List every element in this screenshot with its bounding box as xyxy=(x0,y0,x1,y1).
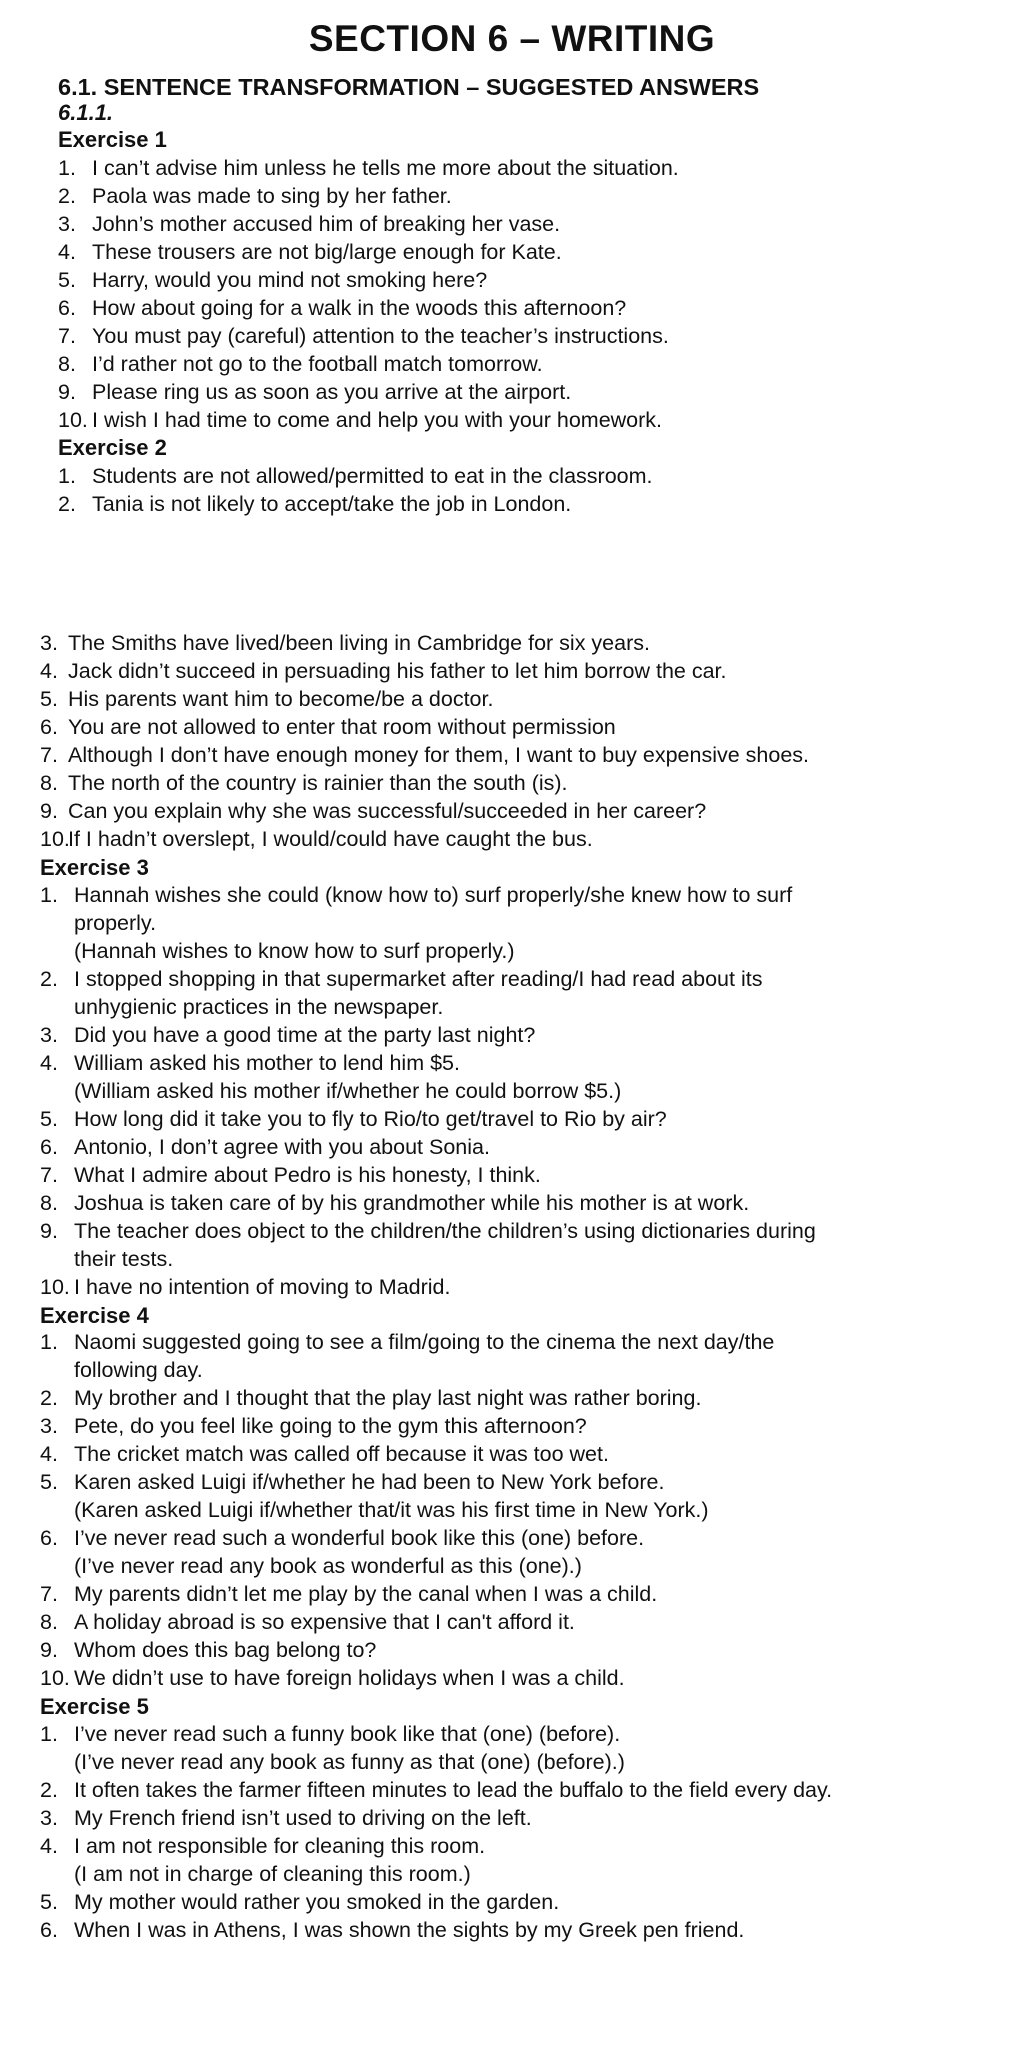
item-text xyxy=(74,1777,980,1805)
exercise-3-list xyxy=(40,882,980,1302)
item-text xyxy=(74,966,980,1022)
answer-item xyxy=(40,1637,980,1665)
item-text-line: If I hadn’t overslept, I would/could have caught the bus. xyxy=(68,827,593,851)
item-text xyxy=(74,1050,980,1106)
item-text-line: Whom does this bag belong to? xyxy=(74,1638,377,1663)
item-text-line: Karen asked Luigi if/whether he had been to New York before. xyxy=(74,1470,665,1495)
item-text-line: unhygienic practices in the newspaper. xyxy=(74,994,444,1019)
item-text xyxy=(74,1665,980,1693)
item-text-line: (I’ve never read any book as funny as that (one) (before).) xyxy=(74,1749,625,1774)
item-number: 3. xyxy=(40,1022,58,1047)
item-text-line: His parents want him to become/be a doctor. xyxy=(68,687,494,711)
item-text-line: John’s mother accused him of breaking her vase. xyxy=(92,212,561,236)
item-text-line: Can you explain why she was successful/succeeded in her career? xyxy=(68,799,707,823)
item-text xyxy=(68,742,980,770)
item-number: 4. xyxy=(58,240,76,264)
answer-item xyxy=(40,658,980,686)
item-text xyxy=(92,238,958,266)
answer-item xyxy=(58,406,958,434)
exercise-5-title: Exercise 5 xyxy=(40,1694,149,1720)
upper-block xyxy=(58,126,958,518)
item-number: 3. xyxy=(40,1805,58,1830)
answer-item xyxy=(40,1581,980,1609)
item-number: 10. xyxy=(58,408,88,432)
item-number: 4. xyxy=(40,1442,58,1467)
exercise-2-title: Exercise 2 xyxy=(58,435,167,460)
item-text xyxy=(74,1721,980,1777)
answer-item xyxy=(40,1777,980,1805)
answer-item xyxy=(40,1917,980,1945)
answer-item xyxy=(40,1134,980,1162)
item-text xyxy=(92,350,958,378)
item-text-line: Please ring us as soon as you arrive at the airport. xyxy=(92,380,572,404)
exercise-2-list-top xyxy=(58,462,958,518)
item-text xyxy=(68,770,980,798)
answer-item xyxy=(58,238,958,266)
item-number: 6. xyxy=(40,715,58,739)
exercise-2-list-bottom xyxy=(40,630,980,854)
item-number: 7. xyxy=(40,1162,58,1187)
exercise-1-list xyxy=(58,154,958,434)
item-number: 7. xyxy=(40,743,58,767)
item-text xyxy=(68,658,980,686)
item-text xyxy=(74,1833,980,1889)
item-number: 10. xyxy=(40,1666,70,1691)
answer-item xyxy=(40,742,980,770)
answer-item xyxy=(40,1721,980,1777)
exercise-3-title: Exercise 3 xyxy=(40,855,149,880)
answer-item xyxy=(40,882,980,966)
answer-item xyxy=(40,1385,980,1413)
item-text-line: My mother would rather you smoked in the garden. xyxy=(74,1889,560,1914)
item-text-line: properly. xyxy=(74,910,157,935)
section-title: SECTION 6 – WRITING xyxy=(308,18,716,59)
answer-item xyxy=(58,462,958,490)
item-number: 2. xyxy=(58,184,76,208)
item-text-line: These trousers are not big/large enough for Kate. xyxy=(92,240,562,264)
item-text-line: Tania is not likely to accept/take the job in London. xyxy=(92,492,572,516)
item-text-line: A holiday abroad is so expensive that I can't afford it. xyxy=(74,1610,575,1635)
item-text xyxy=(74,1134,980,1162)
item-text xyxy=(68,826,980,854)
subsubsection-number: 6.1.1. xyxy=(58,100,114,125)
answer-item xyxy=(40,1889,980,1917)
item-number: 8. xyxy=(40,771,58,795)
item-text-line: We didn’t use to have foreign holidays when I was a child. xyxy=(74,1666,625,1691)
answer-item xyxy=(40,714,980,742)
item-text-line: Students are not allowed/permitted to eat in the classroom. xyxy=(92,464,653,488)
item-text-line: Did you have a good time at the party last night? xyxy=(74,1022,536,1047)
answer-item xyxy=(40,1106,980,1134)
item-text-line: Joshua is taken care of by his grandmother while his mother is at work. xyxy=(74,1190,750,1215)
item-number: 8. xyxy=(40,1610,58,1635)
item-text-line: When I was in Athens, I was shown the sights by my Greek pen friend. xyxy=(74,1917,745,1942)
item-number: 9. xyxy=(40,1218,58,1243)
item-text-line: Although I don’t have enough money for them, I want to buy expensive shoes. xyxy=(68,743,810,767)
answer-item xyxy=(40,1050,980,1106)
item-text-line: (I’ve never read any book as wonderful as this (one).) xyxy=(74,1554,582,1579)
item-text xyxy=(74,1609,980,1637)
item-number: 2. xyxy=(40,1777,58,1802)
item-text xyxy=(74,1329,980,1385)
item-text xyxy=(68,630,980,658)
item-text xyxy=(92,210,958,238)
item-number: 1. xyxy=(40,882,58,907)
exercise-5-list xyxy=(40,1721,980,1945)
item-number: 3. xyxy=(40,1414,58,1439)
answer-item xyxy=(40,1413,980,1441)
item-number: 3. xyxy=(40,631,58,655)
item-number: 9. xyxy=(40,799,58,823)
item-number: 5. xyxy=(40,1889,58,1914)
item-text-line: I can’t advise him unless he tells me more about the situation. xyxy=(92,156,679,180)
item-text xyxy=(74,1106,980,1134)
item-text-line: The Smiths have lived/been living in Cambridge for six years. xyxy=(68,631,650,655)
item-text-line: (William asked his mother if/whether he could borrow $5.) xyxy=(74,1078,622,1103)
item-text xyxy=(74,1274,980,1302)
item-number: 5. xyxy=(58,268,76,292)
item-number: 1. xyxy=(40,1330,58,1355)
answer-item xyxy=(40,1469,980,1525)
item-number: 5. xyxy=(40,687,58,711)
item-number: 9. xyxy=(58,380,76,404)
answer-item xyxy=(40,1274,980,1302)
item-text xyxy=(74,1469,980,1525)
answer-item xyxy=(58,154,958,182)
exercise-4-title: Exercise 4 xyxy=(40,1302,149,1328)
item-text-line: My brother and I thought that the play last night was rather boring. xyxy=(74,1386,702,1411)
item-text-line: The cricket match was called off because it was too wet. xyxy=(74,1442,609,1467)
item-text-line: What I admire about Pedro is his honesty, I think. xyxy=(74,1162,541,1187)
item-text xyxy=(74,1162,980,1190)
answer-item xyxy=(58,378,958,406)
item-text xyxy=(92,154,958,182)
answer-item xyxy=(58,210,958,238)
answer-item xyxy=(58,322,958,350)
answer-item xyxy=(40,826,980,854)
item-number: 1. xyxy=(58,464,76,488)
item-number: 7. xyxy=(58,324,76,348)
item-number: 4. xyxy=(40,1833,58,1858)
item-text-line: It often takes the farmer fifteen minutes to lead the buffalo to the field every day. xyxy=(74,1777,833,1802)
item-text-line: You must pay (careful) attention to the teacher’s instructions. xyxy=(92,324,669,348)
item-text-line: Paola was made to sing by her father. xyxy=(92,184,452,208)
item-text-line: William asked his mother to lend him $5. xyxy=(74,1050,460,1075)
answer-item xyxy=(40,1609,980,1637)
item-text-line: Jack didn’t succeed in persuading his father to let him borrow the car. xyxy=(68,659,727,683)
item-number: 4. xyxy=(40,659,58,683)
item-text-line: I’d rather not go to the football match tomorrow. xyxy=(92,352,543,376)
item-text-line: Pete, do you feel like going to the gym this afternoon? xyxy=(74,1414,587,1439)
answer-item xyxy=(40,1218,980,1274)
item-text-line: I’ve never read such a wonderful book like this (one) before. xyxy=(74,1526,645,1551)
item-text-line: The north of the country is rainier than the south (is). xyxy=(68,771,568,795)
item-text xyxy=(74,1218,980,1274)
exercise-4-list xyxy=(40,1329,980,1693)
item-number: 5. xyxy=(40,1470,58,1495)
lower-block xyxy=(40,630,980,1945)
item-number: 4. xyxy=(40,1050,58,1075)
item-text xyxy=(74,1190,980,1218)
answer-item xyxy=(58,182,958,210)
item-number: 6. xyxy=(40,1134,58,1159)
item-number: 10. xyxy=(40,827,70,851)
item-text xyxy=(92,378,958,406)
item-text-line: (Hannah wishes to know how to surf properly.) xyxy=(74,938,515,963)
answer-item xyxy=(58,294,958,322)
answer-item xyxy=(40,1665,980,1693)
item-number: 6. xyxy=(40,1526,58,1551)
item-text-line: My French friend isn’t used to driving on the left. xyxy=(74,1805,532,1830)
item-text-line: The teacher does object to the children/the children’s using dictionaries during xyxy=(74,1218,816,1243)
item-text-line: (Karen asked Luigi if/whether that/it was his first time in New York.) xyxy=(74,1498,709,1523)
item-text-line: You are not allowed to enter that room without permission xyxy=(68,715,616,739)
item-text-line: I have no intention of moving to Madrid. xyxy=(74,1274,451,1299)
answer-item xyxy=(40,770,980,798)
item-number: 6. xyxy=(58,296,76,320)
item-text xyxy=(92,490,958,518)
item-text xyxy=(74,882,980,966)
item-text-line: How long did it take you to fly to Rio/to get/travel to Rio by air? xyxy=(74,1106,667,1131)
item-text xyxy=(74,1413,980,1441)
item-text xyxy=(92,462,958,490)
item-text-line: following day. xyxy=(74,1358,203,1383)
answer-item xyxy=(40,1022,980,1050)
answer-item xyxy=(40,1329,980,1385)
item-number: 2. xyxy=(40,1386,58,1411)
item-number: 8. xyxy=(40,1190,58,1215)
item-text-line: Hannah wishes she could (know how to) surf properly/she knew how to surf xyxy=(74,882,793,907)
item-number: 1. xyxy=(40,1721,58,1746)
item-text-line: I am not responsible for cleaning this room. xyxy=(74,1833,486,1858)
answer-item xyxy=(40,1190,980,1218)
answer-item xyxy=(40,630,980,658)
answer-item xyxy=(40,1441,980,1469)
answer-item xyxy=(40,966,980,1022)
answer-item xyxy=(40,1833,980,1889)
answer-item xyxy=(58,266,958,294)
item-number: 8. xyxy=(58,352,76,376)
answer-item xyxy=(40,1162,980,1190)
item-text xyxy=(68,798,980,826)
answer-item xyxy=(40,686,980,714)
item-text-line: My parents didn’t let me play by the canal when I was a child. xyxy=(74,1582,658,1607)
item-number: 3. xyxy=(58,212,76,236)
item-text xyxy=(74,1889,980,1917)
item-text xyxy=(74,1385,980,1413)
item-text xyxy=(74,1805,980,1833)
answer-item xyxy=(58,490,958,518)
item-text xyxy=(74,1637,980,1665)
item-text xyxy=(92,182,958,210)
item-text xyxy=(74,1022,980,1050)
item-text-line: Harry, would you mind not smoking here? xyxy=(92,268,488,292)
answer-item xyxy=(40,798,980,826)
answer-item xyxy=(40,1805,980,1833)
item-text xyxy=(74,1525,980,1581)
item-text xyxy=(68,714,980,742)
item-number: 5. xyxy=(40,1106,58,1131)
exercise-1-title: Exercise 1 xyxy=(58,127,167,152)
item-text xyxy=(74,1581,980,1609)
item-text-line: (I am not in charge of cleaning this room.) xyxy=(74,1861,471,1886)
item-number: 2. xyxy=(40,966,58,991)
item-text xyxy=(92,322,958,350)
item-number: 2. xyxy=(58,492,76,516)
item-text-line: their tests. xyxy=(74,1246,174,1271)
item-number: 10. xyxy=(40,1274,70,1299)
item-text xyxy=(92,266,958,294)
answer-item xyxy=(40,1525,980,1581)
item-text xyxy=(92,406,958,434)
item-text-line: I’ve never read such a funny book like that (one) (before). xyxy=(74,1721,621,1746)
item-text-line: How about going for a walk in the woods this afternoon? xyxy=(92,296,627,320)
item-text-line: Antonio, I don’t agree with you about Sonia. xyxy=(74,1134,490,1159)
item-text xyxy=(74,1441,980,1469)
subsection-title: 6.1. SENTENCE TRANSFORMATION – SUGGESTED ANSWERS xyxy=(58,74,760,100)
item-number: 7. xyxy=(40,1582,58,1607)
item-number: 6. xyxy=(40,1917,58,1942)
item-text xyxy=(68,686,980,714)
item-number: 1. xyxy=(58,156,76,180)
answer-item xyxy=(58,350,958,378)
item-text xyxy=(74,1917,980,1945)
item-text-line: I wish I had time to come and help you with your homework. xyxy=(92,408,663,432)
item-text-line: Naomi suggested going to see a film/going to the cinema the next day/the xyxy=(74,1330,775,1355)
item-number: 9. xyxy=(40,1638,58,1663)
item-text-line: I stopped shopping in that supermarket after reading/I had read about its xyxy=(74,966,763,991)
item-text xyxy=(92,294,958,322)
